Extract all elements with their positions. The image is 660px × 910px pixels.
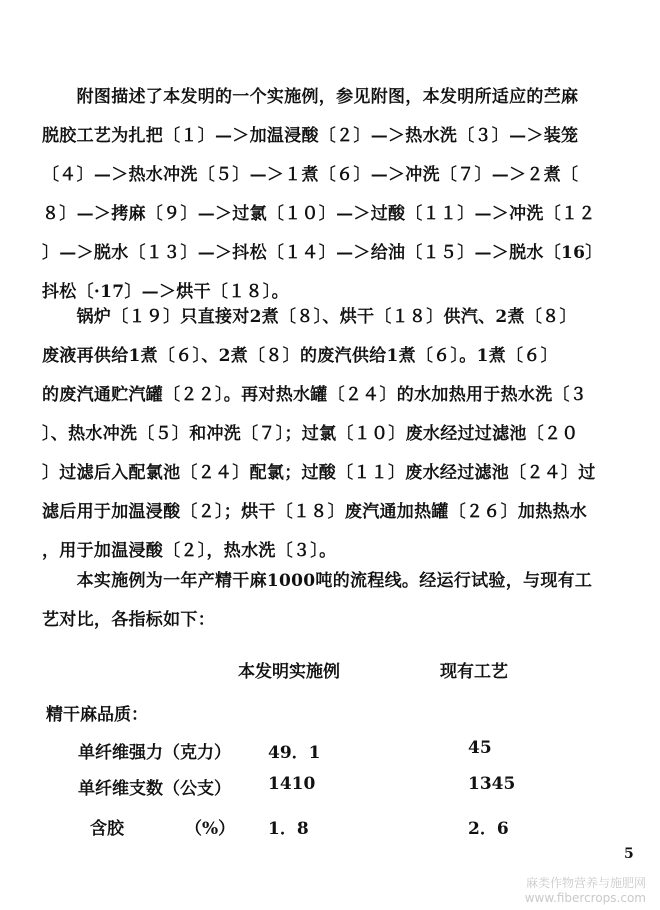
text-line: 抖松〔·17〕—＞烘干〔１８〕。 (42, 282, 289, 302)
watermark-site-name: 麻类作物营养与施肥网 (525, 876, 646, 890)
cell-existing-value: 45 (468, 738, 492, 758)
text-line: 〕、热水冲洗〔５〕和冲洗〔７〕；过氯〔１０〕废水经过过滤池〔２０ (42, 424, 579, 444)
table-row (0, 774, 660, 804)
cell-existing-value: 1345 (468, 774, 516, 794)
text-line: 艺对比，各指标如下： (42, 610, 215, 630)
paragraph-comparison-intro (42, 562, 620, 640)
text-line: ，用于加温浸酸〔２〕，热水洗〔３〕。 (42, 541, 337, 561)
cell-invention-value: 49．1 (268, 743, 321, 763)
text-line: 〕过滤后入配氯池〔２４〕配氯；过酸〔１１〕废水经过滤池〔２４〕过 (42, 463, 596, 483)
section-label-quality: 精干麻品质： (46, 705, 148, 725)
site-watermark (525, 876, 646, 906)
text-line: 本实施例为一年产精干麻1000吨的流程线。经运行试验，与现有工 (42, 571, 593, 591)
cell-invention-value: 1．8 (268, 819, 309, 839)
text-line: 锅炉〔１９〕只直接对2煮〔８〕、烘干〔１８〕供汽、2煮〔８〕 (42, 307, 577, 327)
text-line: 的废汽通贮汽罐〔２２〕。再对热水罐〔２４〕的水加热用于热水洗〔３ (42, 385, 588, 405)
row-label: 含胶 (90, 819, 124, 839)
column-header-existing: 现有工艺 (440, 662, 508, 682)
paragraph-boiler-steam (42, 298, 620, 571)
paragraph-process-flow (42, 78, 620, 312)
text-line: ８〕—＞拷麻〔９〕—＞过氯〔１０〕—＞过酸〔１１〕—＞冲洗〔１２ (42, 204, 596, 224)
cell-invention-value: 1410 (268, 774, 316, 794)
cell-existing-value: 2．6 (468, 819, 509, 839)
text-line: 附图描述了本发明的一个实施例，参见附图，本发明所适应的苎麻 (42, 87, 579, 107)
row-label: 单纤维强力（克力） (78, 743, 231, 763)
page-number: 5 (624, 846, 634, 862)
row-label: 单纤维支数（公支） (78, 779, 231, 799)
watermark-url: www.fibercrops.com (524, 891, 646, 905)
text-line: 〕—＞脱水〔１３〕—＞抖松〔１４〕—＞给油〔１５〕—＞脱水〔16〕 (42, 243, 603, 263)
text-line: 废液再供给1煮〔６〕、2煮〔８〕的废汽供给1煮〔６〕。1煮〔６〕 (42, 346, 558, 366)
row-unit: （%） (185, 819, 236, 839)
column-header-invention: 本发明实施例 (238, 662, 340, 682)
text-line: 〔４〕—＞热水冲洗〔５〕—＞１煮〔６〕—＞冲洗〔７〕—＞２煮〔 (42, 165, 579, 185)
table-row (0, 814, 660, 844)
text-line: 滤后用于加温浸酸〔２〕；烘干〔１８〕废汽通加热罐〔２６〕加热热水 (42, 502, 588, 522)
table-row (0, 738, 660, 768)
text-line: 脱胶工艺为扎把〔１〕—＞加温浸酸〔２〕—＞热水洗〔３〕—＞装笼 (42, 126, 579, 146)
